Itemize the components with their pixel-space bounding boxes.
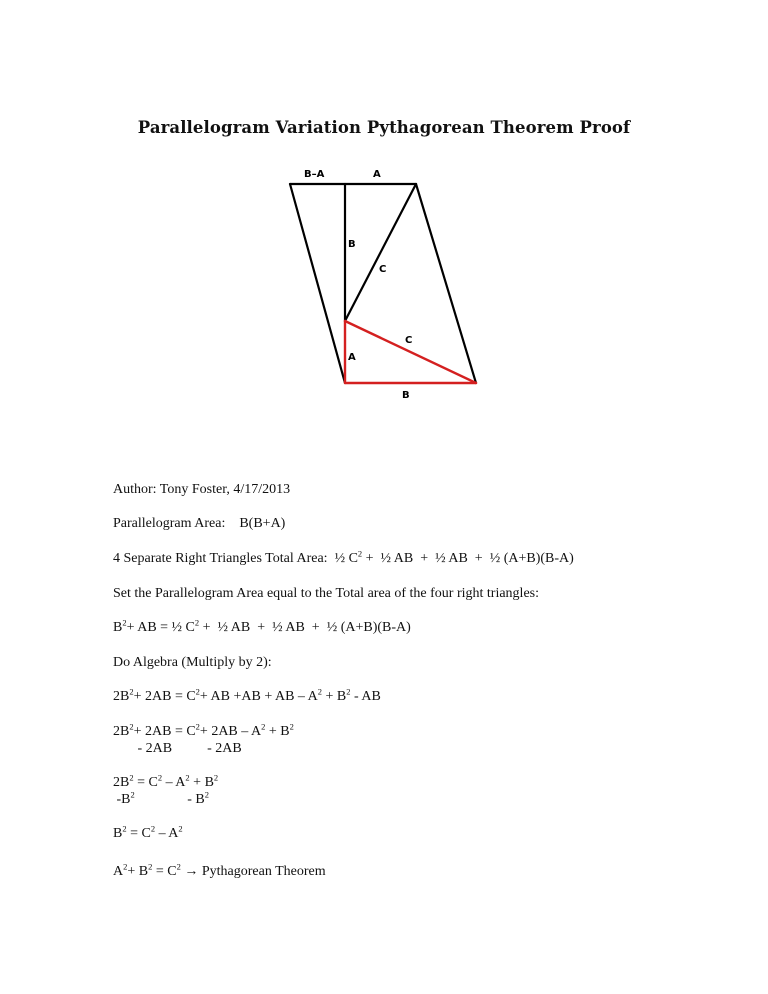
arrow-icon: → — [180, 864, 202, 879]
algebra-line: Do Algebra (Multiply by 2): — [113, 655, 272, 670]
equation-4: $2B^2 = C^2 - A^2 + B^2$ — [113, 772, 219, 790]
equation-1: $B^2+$ AB = ½ $C^2$ + ½ AB + ½ AB + ½ (A+B)(B-A) — [113, 617, 411, 635]
equation-5: $B^2 = C^2 - A^2$ — [113, 823, 183, 841]
document-title: Parallelogram Variation Pythagorean Theorem Proof — [137, 118, 631, 137]
right-edge — [416, 184, 476, 383]
author-line: Author: Tony Foster, 4/17/2013 — [113, 482, 291, 497]
black-lines — [290, 184, 476, 383]
label-left-a: A — [348, 352, 356, 363]
triangles-area-line: 4 Separate Right Triangles Total Area: ½ $C^2$ + ½ AB + ½ AB + ½ (A+B)(B-A) — [113, 548, 574, 566]
label-b-minus-a: B–A — [304, 169, 325, 180]
hypotenuse-upper-c — [345, 184, 416, 321]
parallelogram-area-line: Parallelogram Area: B(B+A) — [113, 516, 286, 531]
label-bottom-b: B — [402, 390, 410, 401]
set-equal-line: Set the Parallelogram Area equal to the Total area of the four right triangles: — [113, 586, 540, 601]
final-equation: $A^2+ B^2 = C^2$ → Pythagorean Theorem — [113, 861, 326, 879]
left-edge — [290, 184, 345, 383]
red-triangle — [345, 321, 476, 383]
equation-3-subtraction: - 2AB - 2AB — [113, 741, 242, 756]
equation-4-subtraction: $-B^2$ - $B^2$ — [113, 789, 209, 807]
equation-3: $2B^2+ 2AB = C^2+ 2AB - A^2 + B^2$ — [113, 721, 294, 739]
label-lower-c: C — [405, 335, 413, 346]
equation-2: $2B^2+ 2AB = C^2+$ AB +AB + AB – $A^2 + B^2$ - AB — [113, 686, 381, 704]
red-hypotenuse-c — [345, 321, 476, 383]
label-upper-c: C — [379, 264, 387, 275]
label-vertical-b: B — [348, 239, 356, 250]
label-top-a: A — [373, 169, 381, 180]
